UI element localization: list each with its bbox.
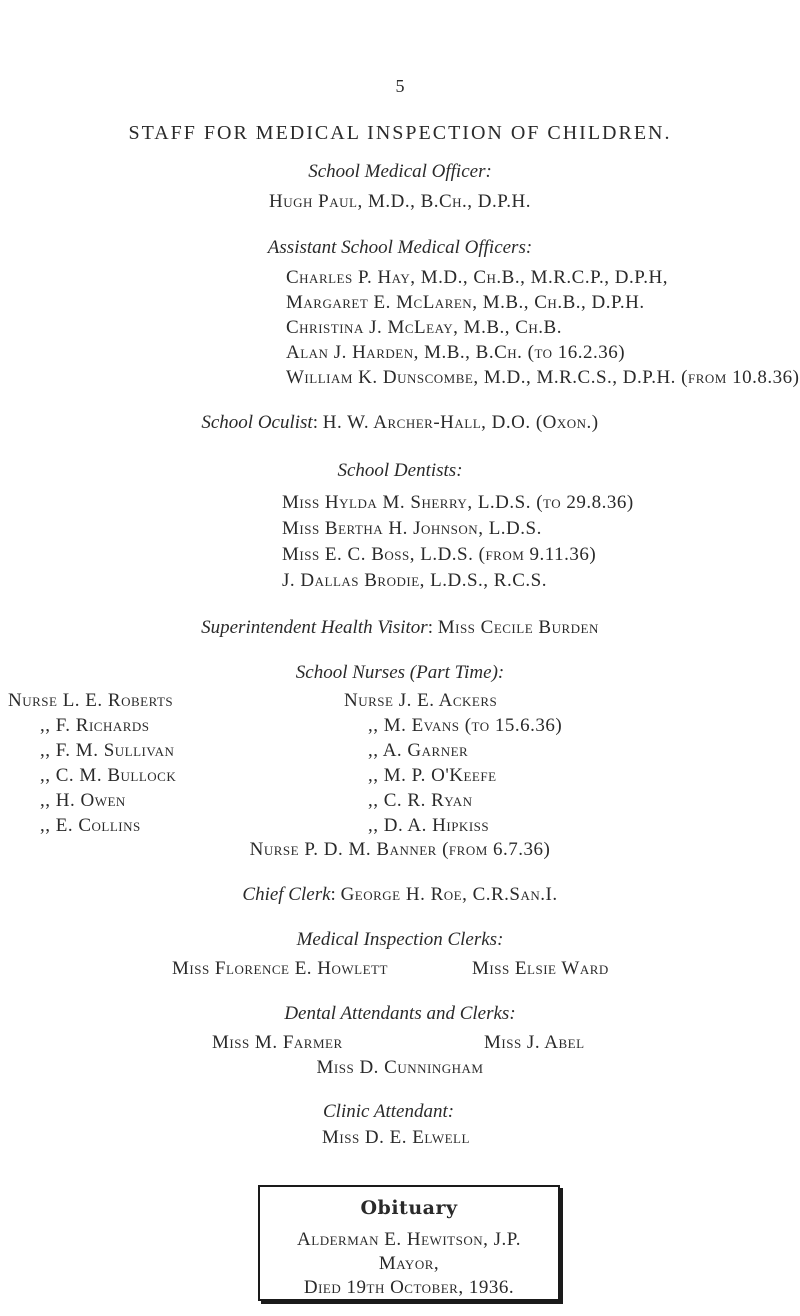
mi-clerk-2: Miss Elsie Ward: [472, 958, 609, 979]
obituary-title: Obituary: [360, 1197, 458, 1219]
mi-clerks-heading: Medical Inspection Clerks:: [296, 929, 504, 950]
obituary-line-2: Mayor,: [378, 1253, 440, 1274]
asmo-name-5: William K. Dunscombe, M.D., M.R.C.S., D.P.H. (from 10.8.36): [286, 367, 800, 388]
nurse-right-2: ,, M. Evans (to 15.6.36): [368, 715, 563, 736]
nurse-right-1: Nurse J. E. Ackers: [344, 690, 498, 711]
dentist-name-2: Miss Bertha H. Johnson, L.D.S.: [282, 518, 542, 539]
oculist-name: H. W. Archer-Hall, D.O. (Oxon.): [322, 412, 599, 433]
asmo-name-4: Alan J. Harden, M.B., B.Ch. (to 16.2.36): [286, 342, 626, 363]
mi-clerk-1: Miss Florence E. Howlett: [172, 958, 388, 979]
smo-name: Hugh Paul, M.D., B.Ch., D.P.H.: [269, 191, 531, 212]
nurse-left-1: Nurse L. E. Roberts: [8, 690, 174, 711]
health-visitor-name: Miss Cecile Burden: [437, 617, 599, 638]
page-number: 5: [395, 76, 405, 96]
nurse-extra: Nurse P. D. M. Banner (from 6.7.36): [249, 839, 551, 860]
chief-clerk-name: George H. Roe, C.R.San.I.: [340, 884, 558, 905]
nurse-left-3: ,, F. M. Sullivan: [40, 740, 175, 761]
nurse-left-5: ,, H. Owen: [40, 790, 126, 811]
oculist-line: School Oculist: H. W. Archer-Hall, D.O. (Oxon.): [201, 412, 599, 433]
nurse-right-5: ,, C. R. Ryan: [368, 790, 473, 811]
nurses-heading: School Nurses (Part Time):: [295, 662, 505, 683]
dentist-name-3: Miss E. C. Boss, L.D.S. (from 9.11.36): [282, 544, 597, 565]
obituary-line-1: Alderman E. Hewitson, J.P.: [297, 1229, 521, 1250]
obituary-box: [258, 1185, 560, 1301]
dentists-heading: School Dentists:: [337, 460, 463, 481]
nurse-right-4: ,, M. P. O'Keefe: [368, 765, 497, 786]
health-visitor-heading: Superintendent Health Visitor: [201, 617, 428, 638]
nurse-right-6: ,, D. A. Hipkiss: [368, 815, 490, 836]
nurse-left-4: ,, C. M. Bullock: [40, 765, 177, 786]
clinic-attendant-name: Miss D. E. Elwell: [322, 1127, 470, 1148]
oculist-heading: School Oculist: [201, 412, 313, 433]
health-visitor-line: Superintendent Health Visitor: Miss Cecile Burden: [201, 617, 599, 638]
clinic-attendant-heading: Clinic Attendant:: [323, 1101, 455, 1122]
chief-clerk-line: Chief Clerk: George H. Roe, C.R.San.I.: [242, 884, 558, 905]
chief-clerk-heading: Chief Clerk: [242, 884, 331, 905]
dental-attendant-3: Miss D. Cunningham: [316, 1057, 484, 1078]
dental-attendant-1: Miss M. Farmer: [212, 1032, 343, 1053]
dental-attendant-2: Miss J. Abel: [484, 1032, 585, 1053]
asmo-heading: Assistant School Medical Officers:: [267, 237, 533, 258]
asmo-name-3: Christina J. McLeay, M.B., Ch.B.: [286, 317, 562, 338]
nurse-left-2: ,, F. Richards: [40, 715, 150, 736]
dental-attendants-heading: Dental Attendants and Clerks:: [284, 1003, 516, 1024]
asmo-name-1: Charles P. Hay, M.D., Ch.B., M.R.C.P., D.P.H,: [286, 267, 668, 288]
dentist-name-4: J. Dallas Brodie, L.D.S., R.C.S.: [282, 570, 547, 591]
asmo-name-2: Margaret E. McLaren, M.B., Ch.B., D.P.H.: [286, 292, 645, 313]
smo-heading: School Medical Officer:: [308, 161, 492, 182]
dentist-name-1: Miss Hylda M. Sherry, L.D.S. (to 29.8.36): [282, 492, 634, 513]
page-title: STAFF FOR MEDICAL INSPECTION OF CHILDREN.: [128, 122, 672, 144]
obituary-line-3: Died 19th October, 1936.: [303, 1277, 515, 1298]
nurse-right-3: ,, A. Garner: [368, 740, 469, 761]
nurse-left-6: ,, E. Collins: [40, 815, 141, 836]
